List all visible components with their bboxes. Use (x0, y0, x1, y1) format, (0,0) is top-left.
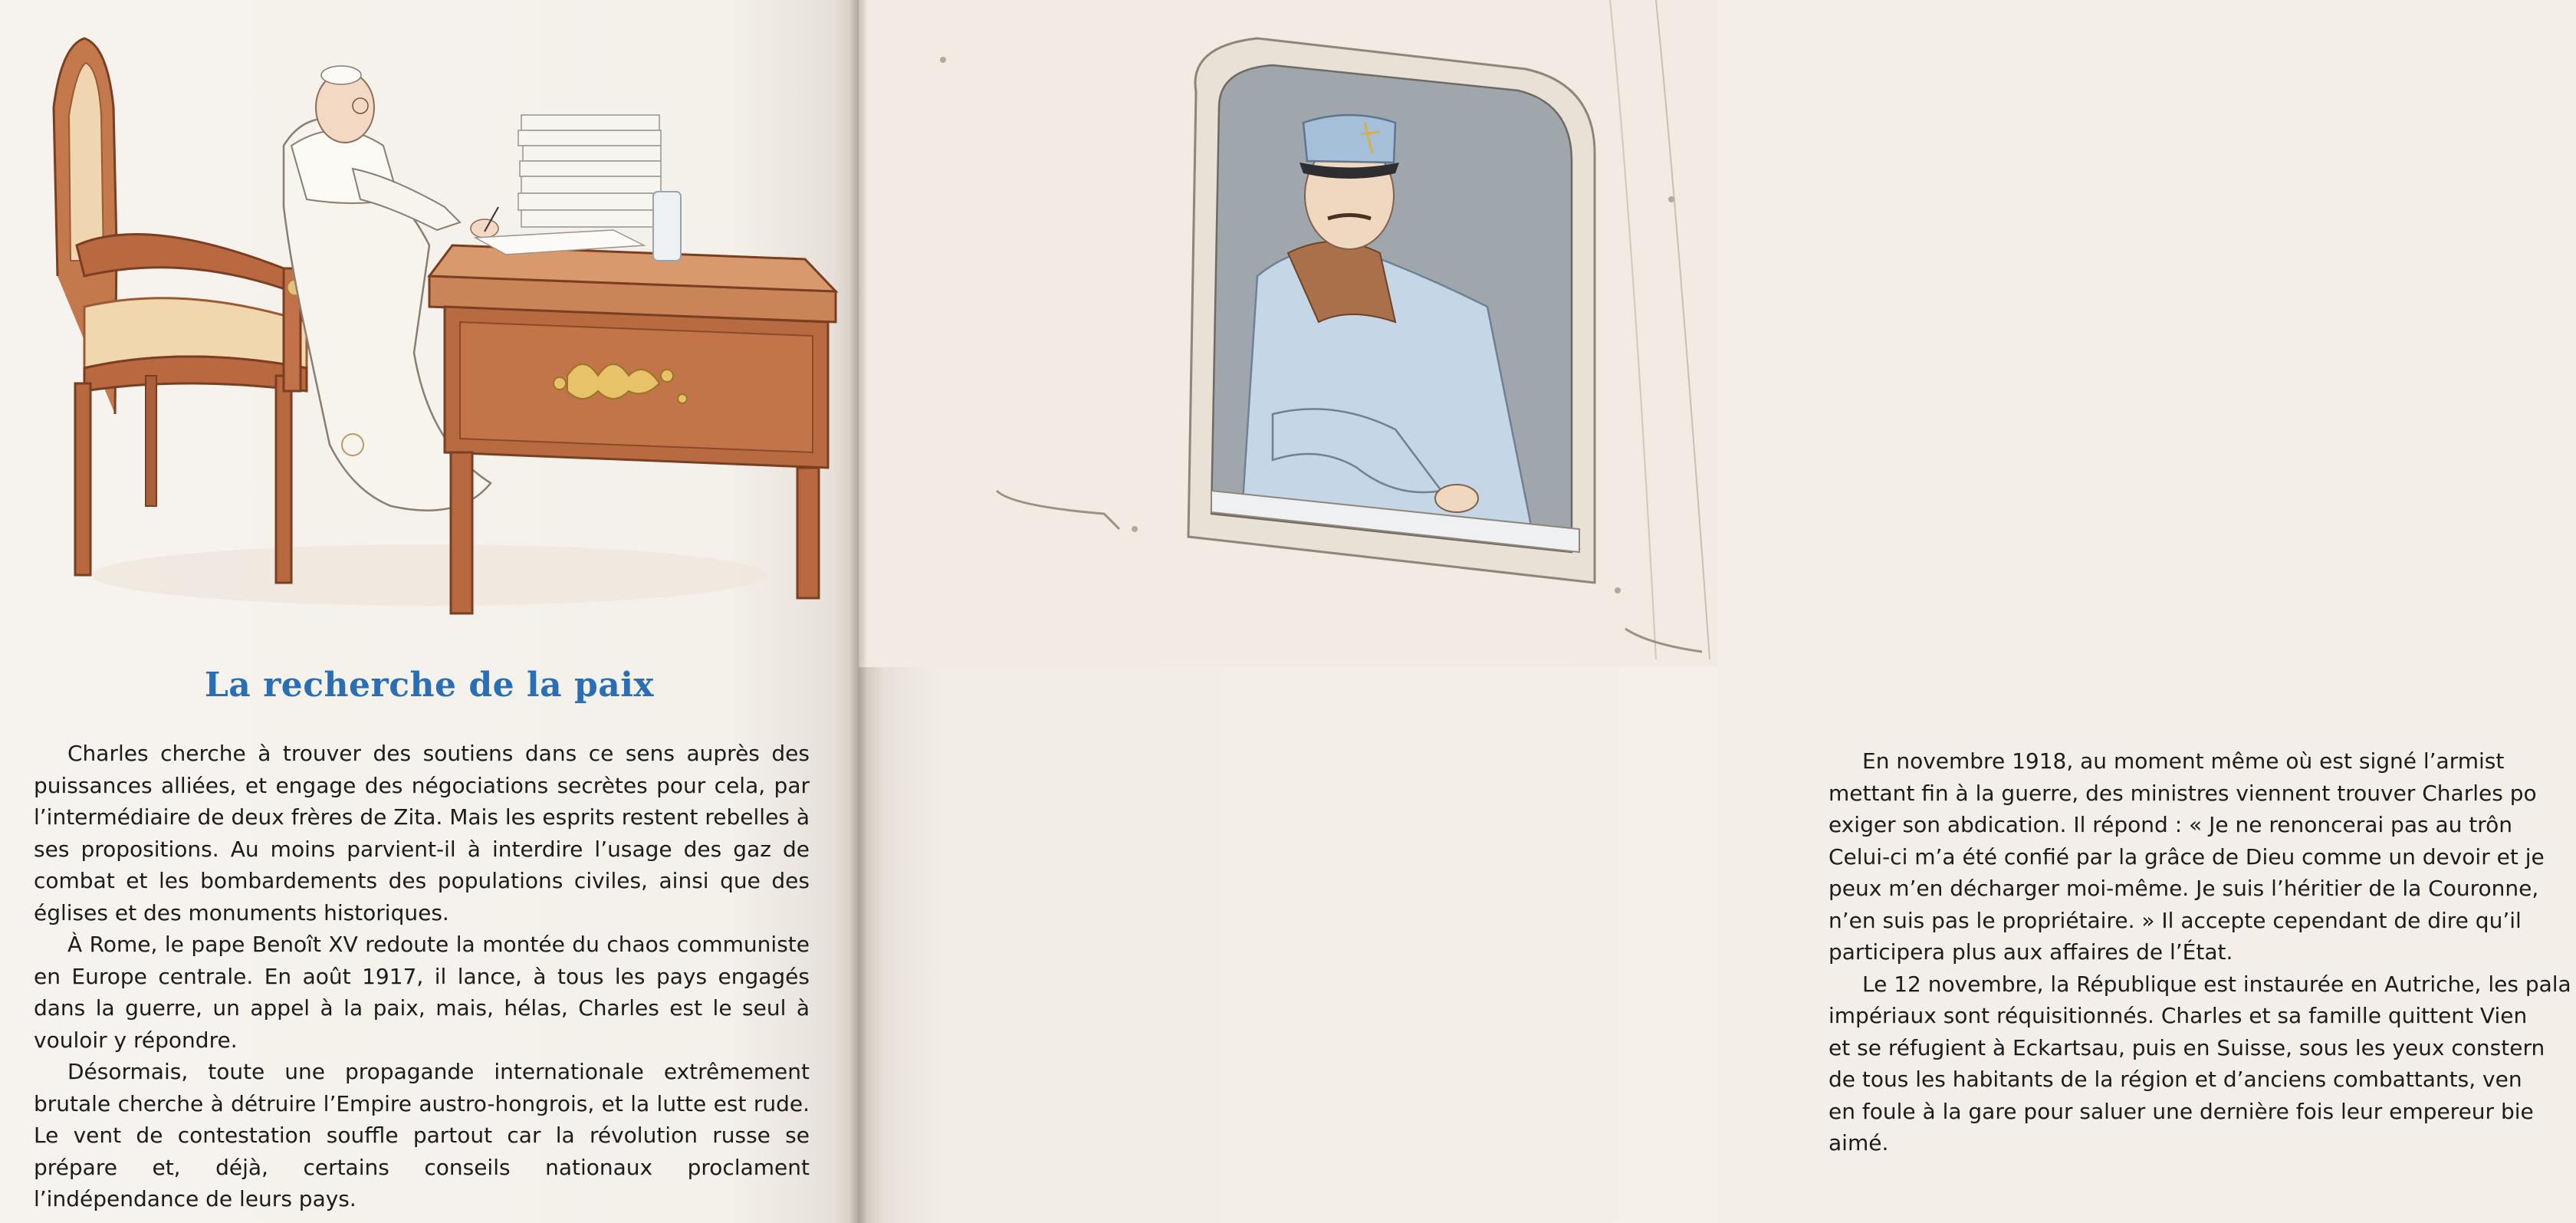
paragraph-2-line-1: Le 12 novembre, la République est instaurée en Autriche, les pala (1862, 971, 2571, 997)
left-body-text (34, 738, 810, 1215)
paragraph-1-line-1: En novembre 1918, au moment même où est signé l’armist (1862, 748, 2505, 774)
paragraph-1-line-6: n’en suis pas le propriétaire. » Il accepte cependant de dire qu’il (1829, 907, 2522, 933)
paragraph-1-line-7: participera plus aux affaires de l’État. (1829, 939, 2233, 965)
right-body-text (1829, 745, 2576, 1159)
paragraph-1-line-4: Celui-ci m’a été confié par la grâce de Dieu comme un devoir et je (1829, 843, 2545, 870)
page-title: La recherche de la paix (204, 666, 655, 705)
paragraph-2-line-6: aimé. (1829, 1130, 1889, 1156)
paragraph-2-line-3: et se réfugient à Eckartsau, puis en Suisse, sous les yeux constern (1829, 1034, 2545, 1060)
paragraph-2-line-4: de tous les habitants de la région et d’anciens combattants, ven (1829, 1067, 2522, 1092)
paragraph-2-line-2: impériaux sont réquisitionnés. Charles et sa famille quittent Vien (1829, 1003, 2528, 1028)
paragraph-1: Charles cherche à trouver des soutiens dans ce sens auprès des puissances alliées, et engage des négociations secrètes pour cela, par l’intermédiaire de deux frères de Zita. Mais les esprits restent rebelles à ses propositions. Au moins parvient-il à interdire l’usage des gaz de combat et les bombardements des populations civiles, ainsi que des églises et des monuments historiques. (34, 741, 810, 925)
pope-at-desk-illustration (31, 15, 843, 629)
paragraph-2-line-5: en foule à la gare pour saluer une dernière fois leur empereur bie (1829, 1098, 2534, 1124)
book-gutter (849, 0, 868, 1223)
paragraph-3: Désormais, toute une propagande internationale extrêmement brutale cherche à détruire l’Empire austro-hongrois, et la lutte est rude. Le vent de contestation souffle partout car la révolution russe se prépare et, déjà, certains conseils nationaux proclament l’indépendance de leurs pays. (34, 1059, 810, 1211)
soldier-in-train-window-illustration (859, 0, 1717, 667)
paragraph-1-line-3: exiger son abdication. Il répond : « Je ne renoncerai pas au trôn (1829, 812, 2513, 837)
left-page (0, 0, 859, 1223)
paragraph-1-line-2: mettant fin à la guerre, des ministres viennent trouver Charles po (1829, 780, 2537, 806)
right-page (859, 0, 2571, 1223)
paragraph-2: À Rome, le pape Benoît XV redoute la montée du chaos communiste en Europe centrale. En août 1917, il lance, à tous les pays engagés dans la guerre, un appel à la paix, mais, hélas, Charles est le seul à vouloir y répondre. (34, 932, 810, 1053)
paragraph-1-line-5: peux m’en décharger moi-même. Je suis l’héritier de la Couronne, (1829, 876, 2539, 901)
